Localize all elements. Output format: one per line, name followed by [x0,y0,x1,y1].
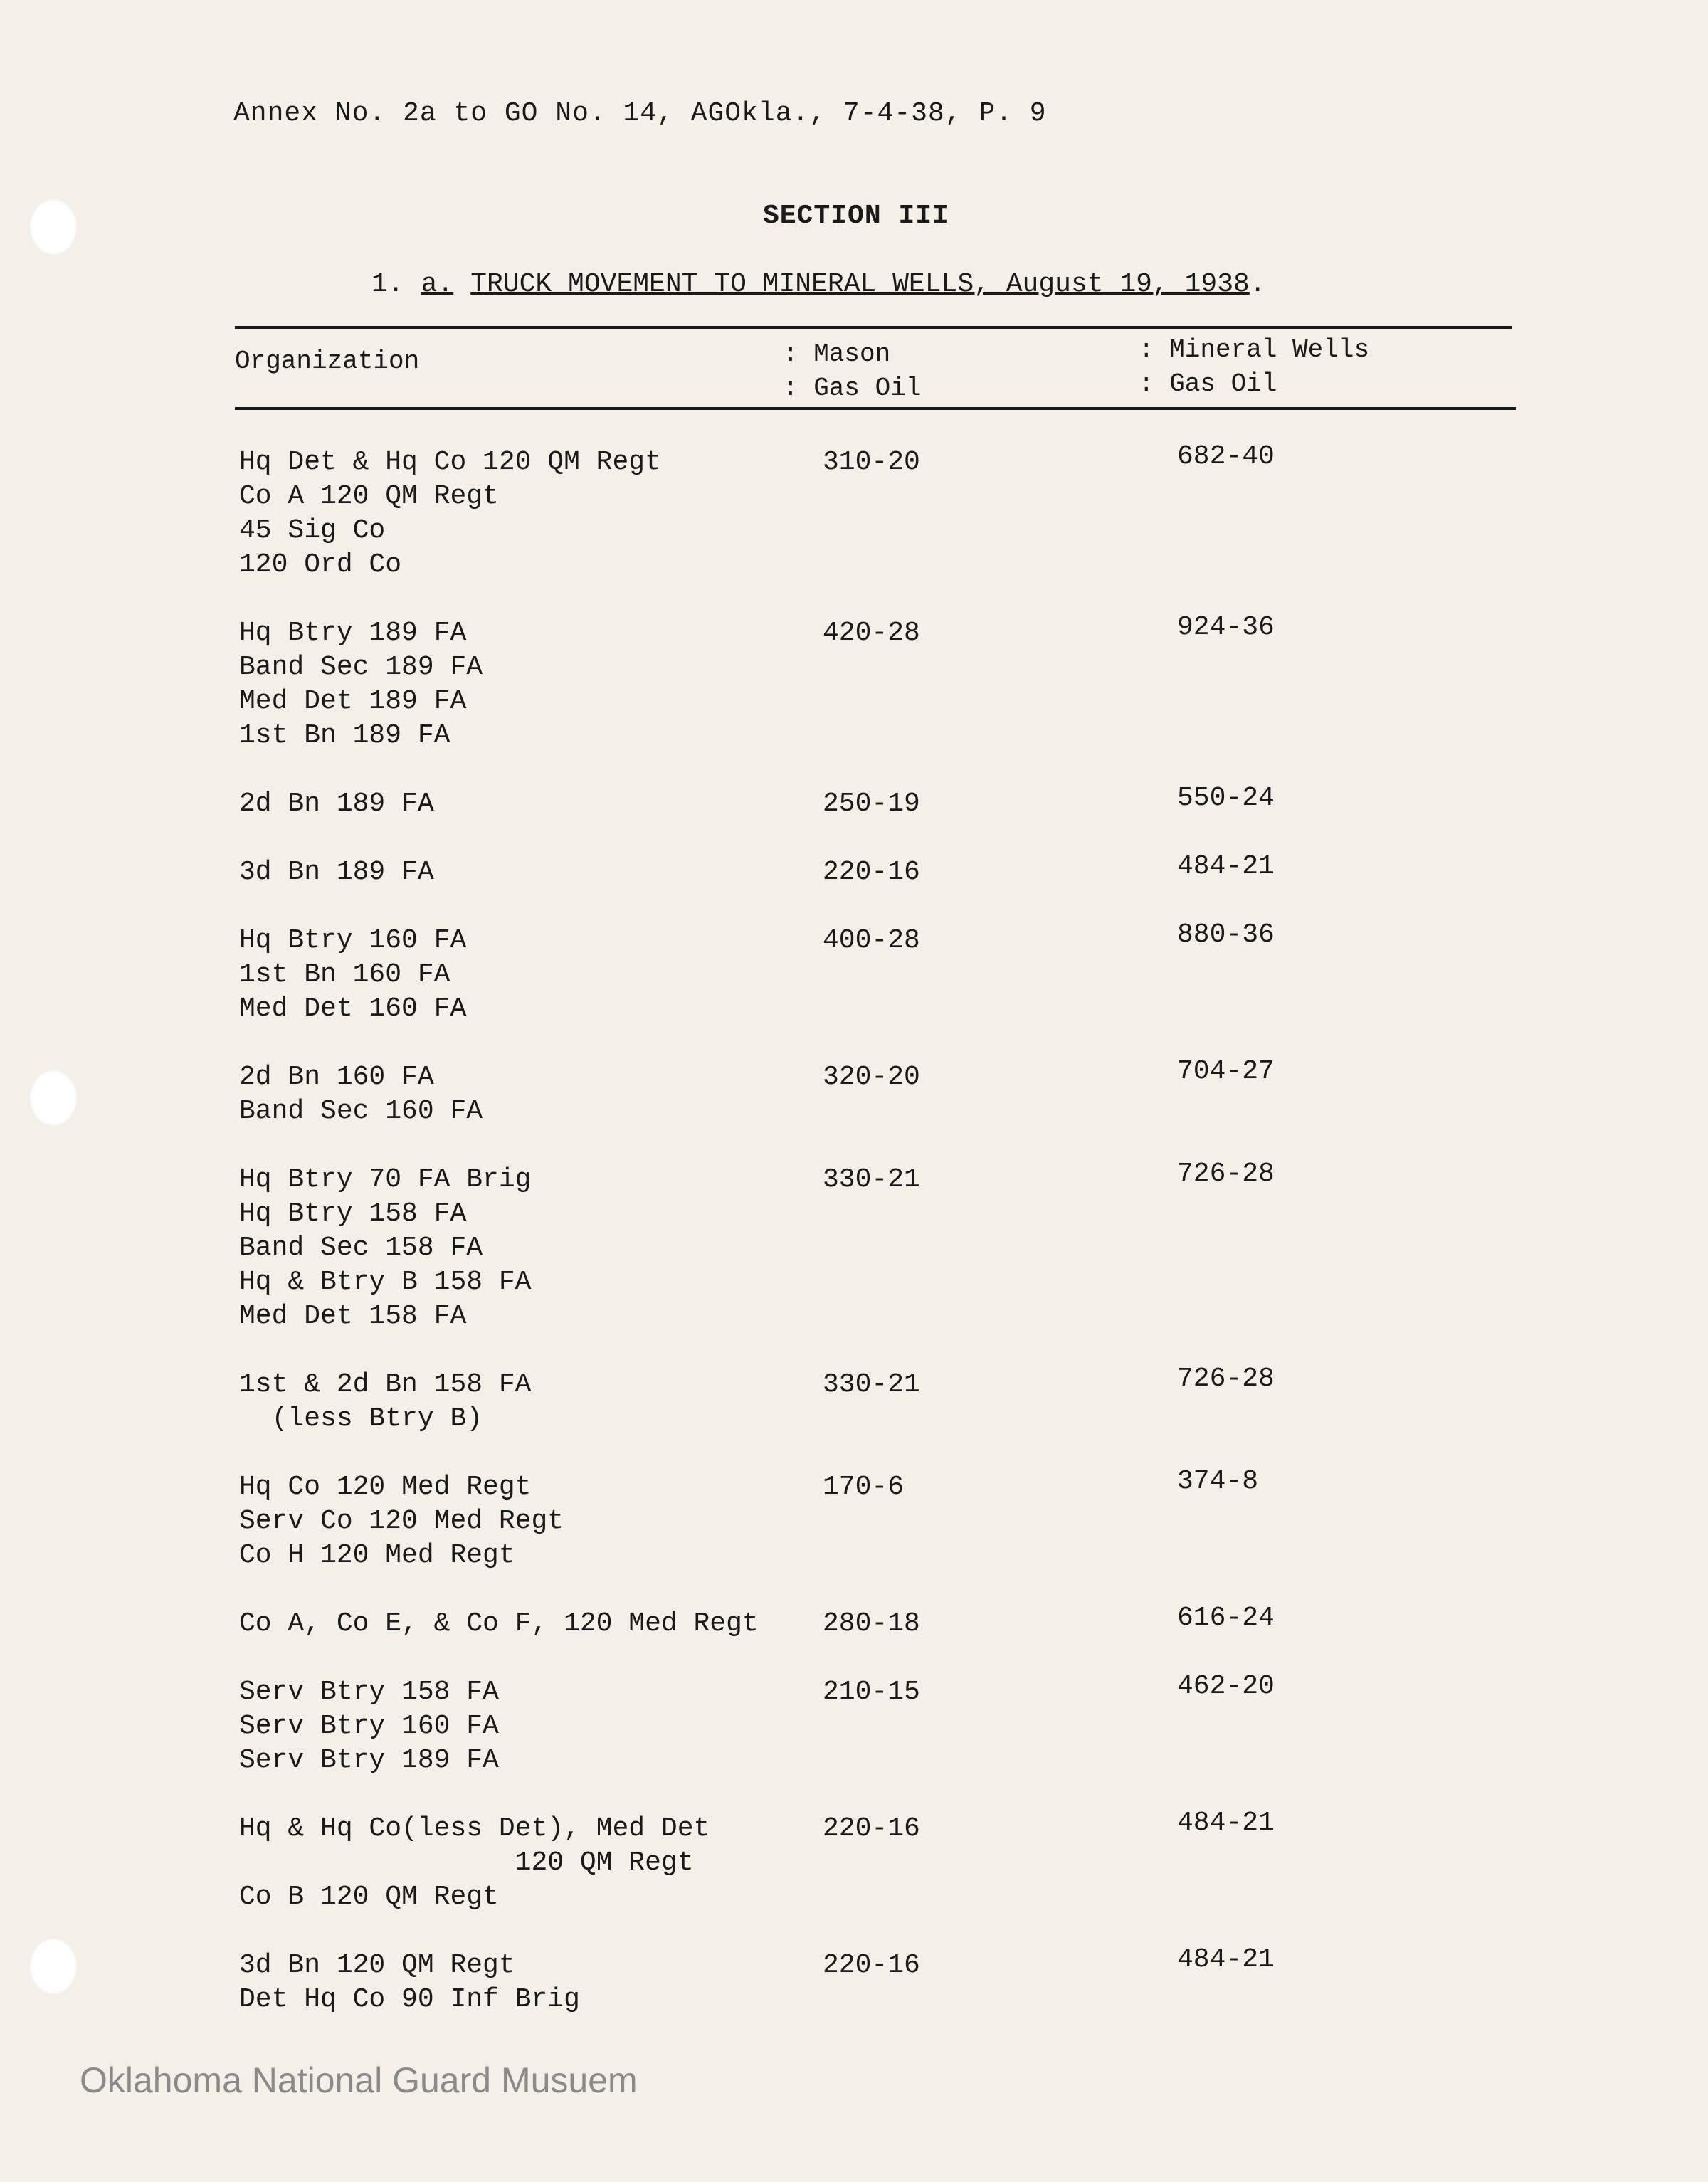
organization-line: Band Sec 189 FA [239,652,483,682]
organization-cell [239,1812,710,1914]
organization-line: Serv Co 120 Med Regt [239,1506,564,1537]
organization-line: Hq Btry 160 FA [239,925,467,956]
mineral-wells-gas-oil-cell: 616-24 [1177,1603,1275,1633]
organization-cell [239,1949,580,2017]
organization-line: 2d Bn 189 FA [239,789,434,819]
mineral-wells-gas-oil-cell: 726-28 [1177,1364,1275,1394]
organization-line: Hq Btry 70 FA Brig [239,1164,532,1195]
organization-line: Hq Co 120 Med Regt [239,1472,532,1502]
mason-gas-oil-cell: 220-16 [823,1813,920,1844]
organization-line: Serv Btry 158 FA [239,1677,499,1707]
section-heading: TRUCK MOVEMENT TO MINERAL WELLS, August 19, 1938 [470,269,1250,300]
mineral-wells-gas-oil-cell: 880-36 [1177,919,1275,950]
organization-cell [239,787,434,821]
organization-line: Co A 120 QM Regt [239,481,499,512]
organization-line: 120 Ord Co [239,549,402,580]
mason-gas-oil-cell: 170-6 [823,1472,905,1502]
organization-line: Hq & Hq Co(less Det), Med Det [239,1813,710,1844]
organization-line: Hq & Btry B 158 FA [239,1267,532,1297]
organization-line: (less Btry B) [239,1403,483,1434]
punch-hole-bottom [30,1939,77,1994]
mason-header-line1: : Mason [783,339,891,369]
organization-line: Band Sec 160 FA [239,1096,483,1127]
organization-cell [239,1470,564,1573]
mineral-wells-gas-oil-cell: 682-40 [1177,441,1275,472]
mason-gas-oil-cell: 220-16 [823,1950,920,1981]
mason-gas-oil-cell: 400-28 [823,925,920,956]
section-title: SECTION III [763,201,949,231]
organization-line: Co B 120 QM Regt [239,1882,499,1912]
organization-cell [239,616,483,753]
organization-cell [239,1163,531,1334]
column-header-mineral-wells [1139,333,1369,401]
organization-line: Med Det 158 FA [239,1301,467,1332]
organization-line: 3d Bn 189 FA [239,857,434,887]
mason-gas-oil-cell: 320-20 [823,1062,920,1092]
mineral-wells-gas-oil-cell: 924-36 [1177,612,1275,643]
organization-line: Hq Btry 158 FA [239,1198,467,1229]
organization-line: 45 Sig Co [239,515,386,546]
organization-cell [239,1060,483,1129]
organization-line: Med Det 160 FA [239,994,467,1024]
item-letter: a. [421,269,454,300]
mason-gas-oil-cell: 330-21 [823,1369,920,1400]
organization-line: 1st Bn 189 FA [239,720,450,751]
organization-line: 1st Bn 160 FA [239,959,450,990]
mason-gas-oil-cell: 310-20 [823,447,920,478]
organization-cell [239,1607,759,1641]
heading-suffix: . [1249,269,1266,300]
organization-line: 2d Bn 160 FA [239,1062,434,1092]
mineral-wells-gas-oil-cell: 704-27 [1177,1056,1275,1087]
organization-line: Serv Btry 189 FA [239,1745,499,1776]
organization-cell [239,924,466,1026]
section-subtitle [371,269,1266,300]
mineral-wells-gas-oil-cell: 550-24 [1177,783,1275,813]
mason-gas-oil-cell: 330-21 [823,1164,920,1195]
mineral-wells-header-line1: : Mineral Wells [1139,335,1370,364]
organization-cell [239,1675,499,1778]
organization-cell [239,1368,531,1436]
organization-line: Co A, Co E, & Co F, 120 Med Regt [239,1608,759,1639]
annex-header: Annex No. 2a to GO No. 14, AGOkla., 7-4-38, P. 9 [233,98,1047,129]
mineral-wells-gas-oil-cell: 726-28 [1177,1159,1275,1189]
organization-line: Co H 120 Med Regt [239,1540,515,1571]
mineral-wells-gas-oil-cell: 484-21 [1177,1808,1275,1838]
organization-line: Med Det 189 FA [239,686,467,717]
column-header-mason [783,337,921,406]
organization-cell [239,446,661,582]
museum-watermark: Oklahoma National Guard Musuem [80,2060,638,2100]
organization-line: Hq Det & Hq Co 120 QM Regt [239,447,661,478]
mason-gas-oil-cell: 250-19 [823,789,920,819]
mineral-wells-gas-oil-cell: 484-21 [1177,851,1275,882]
mineral-wells-gas-oil-cell: 374-8 [1177,1466,1259,1497]
mineral-wells-gas-oil-cell: 462-20 [1177,1671,1275,1702]
organization-line: Serv Btry 160 FA [239,1711,499,1741]
organization-line: Hq Btry 189 FA [239,618,467,648]
mason-gas-oil-cell: 220-16 [823,857,920,887]
organization-line: 3d Bn 120 QM Regt [239,1950,515,1981]
mason-gas-oil-cell: 210-15 [823,1677,920,1707]
organization-line: Band Sec 158 FA [239,1233,483,1263]
item-number: 1. [371,269,404,300]
punch-hole-top [30,199,77,255]
table-header-rule [235,407,1516,410]
organization-line: Det Hq Co 90 Inf Brig [239,1984,580,2015]
column-header-organization: Organization [235,347,420,376]
mineral-wells-gas-oil-cell: 484-21 [1177,1944,1275,1975]
organization-line: 120 QM Regt [239,1848,694,1878]
mason-gas-oil-cell: 280-18 [823,1608,920,1639]
organization-cell [239,855,434,890]
mason-gas-oil-cell: 420-28 [823,618,920,648]
table-top-rule [235,326,1512,329]
punch-hole-middle [30,1070,77,1126]
mineral-wells-header-line2: : Gas Oil [1139,369,1277,399]
mason-header-line2: : Gas Oil [783,374,922,403]
organization-line: 1st & 2d Bn 158 FA [239,1369,532,1400]
